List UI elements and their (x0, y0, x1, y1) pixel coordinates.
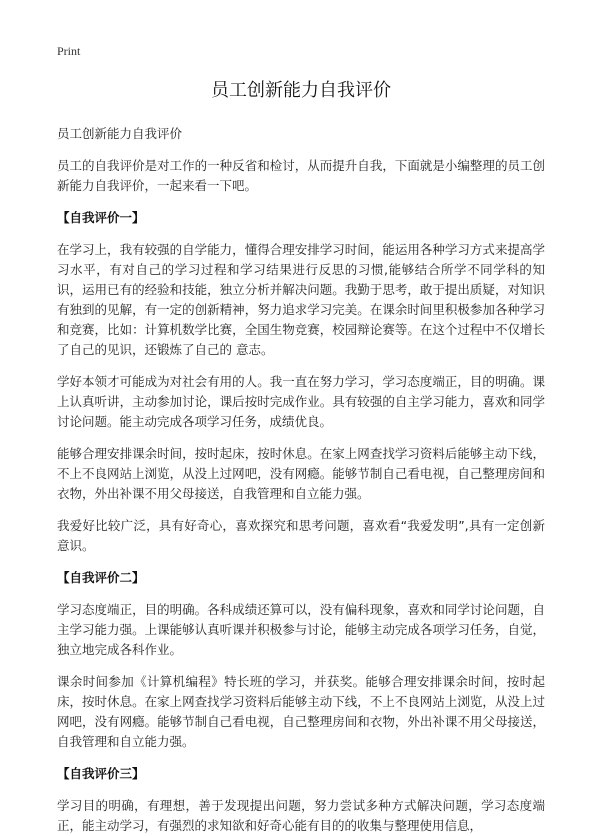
section-paragraph: 能够合理安排课余时间，按时起床，按时休息。在家上网查找学习资料后能够主动下线，不上不良网站上浏览，从没上过网吧，没有网瘾。能够节制自己看电视，自己整理房间和衣物，外出补课不用父母接送，自我管理和自立能力强。 (57, 446, 545, 501)
section-paragraph: 学习态度端正，目的明确。各科成绩还算可以，没有偏科现象，喜欢和同学讨论问题，自主学习能力强。上课能够认真听课并积极参与讨论，能够主动完成各项学习任务，自觉，独立地完成各科作业。 (57, 602, 545, 657)
section-paragraph: 课余时间参加《计算机编程》特长班的学习，并获奖。能够合理安排课余时间，按时起床，按时休息。在家上网查找学习资料后能够主动下线，不上不良网站上浏览，从没上过网吧，没有网瘾。能够节制自己看电视，自己整理房间和衣物，外出补课不用父母接送，自我管理和自立能力强。 (57, 674, 545, 749)
section-paragraph: 我爱好比较广泛，具有好奇心，喜欢探究和思考问题，喜欢看“我爱发明”,具有一定创新意识。 (57, 518, 545, 553)
section-self-evaluation-1 (57, 208, 545, 556)
section-paragraph: 学习目的明确，有理想，善于发现提出问题，努力尝试多种方式解决问题，学习态度端正，能主动学习，有强烈的求知欲和好奇心能有目的的收集与整理使用信息， (57, 798, 545, 833)
page-title: 员工创新能力自我评价 (211, 80, 391, 101)
section-paragraph: 在学习上，我有较强的自学能力，懂得合理安排学习时间，能运用各种学习方式来提高学习水平，有对自己的学习过程和学习结果进行反思的习惯,能够结合所学不同学科的知识，运用已有的经验和技能，独立分析并解决问题。我勤于思考，敢于提出质疑，对知识有独到的见解，有一定的创新精神，努力追求学习完美。在课余时间里积极参加各种学习和竞赛，比如：计算机数学比赛，全国生物竞赛，校园辩论赛等。在这个过程中不仅增长了自己的见识，还锻炼了自己的 意志。 (57, 242, 545, 357)
section-paragraph: 学好本领才可能成为对社会有用的人。我一直在努力学习，学习态度端正，目的明确。课上认真听讲，主动参加讨论，课后按时完成作业。具有较强的自主学习能力，喜欢和同学讨论问题。能主动完成各项学习任务，成绩优良。 (57, 374, 545, 429)
section-heading: 【自我评价三】 (57, 766, 145, 781)
section-heading: 【自我评价一】 (57, 210, 145, 225)
print-label: Print (57, 44, 81, 58)
section-self-evaluation-3 (57, 764, 545, 836)
section-heading: 【自我评价二】 (57, 570, 145, 585)
document-subtitle: 员工创新能力自我评价 (57, 126, 183, 141)
intro-paragraph: 员工的自我评价是对工作的一种反省和检讨，从而提升自我，下面就是小编整理的员工创新能力自我评价，一起来看一下吧。 (57, 158, 545, 193)
section-self-evaluation-2 (57, 568, 545, 752)
